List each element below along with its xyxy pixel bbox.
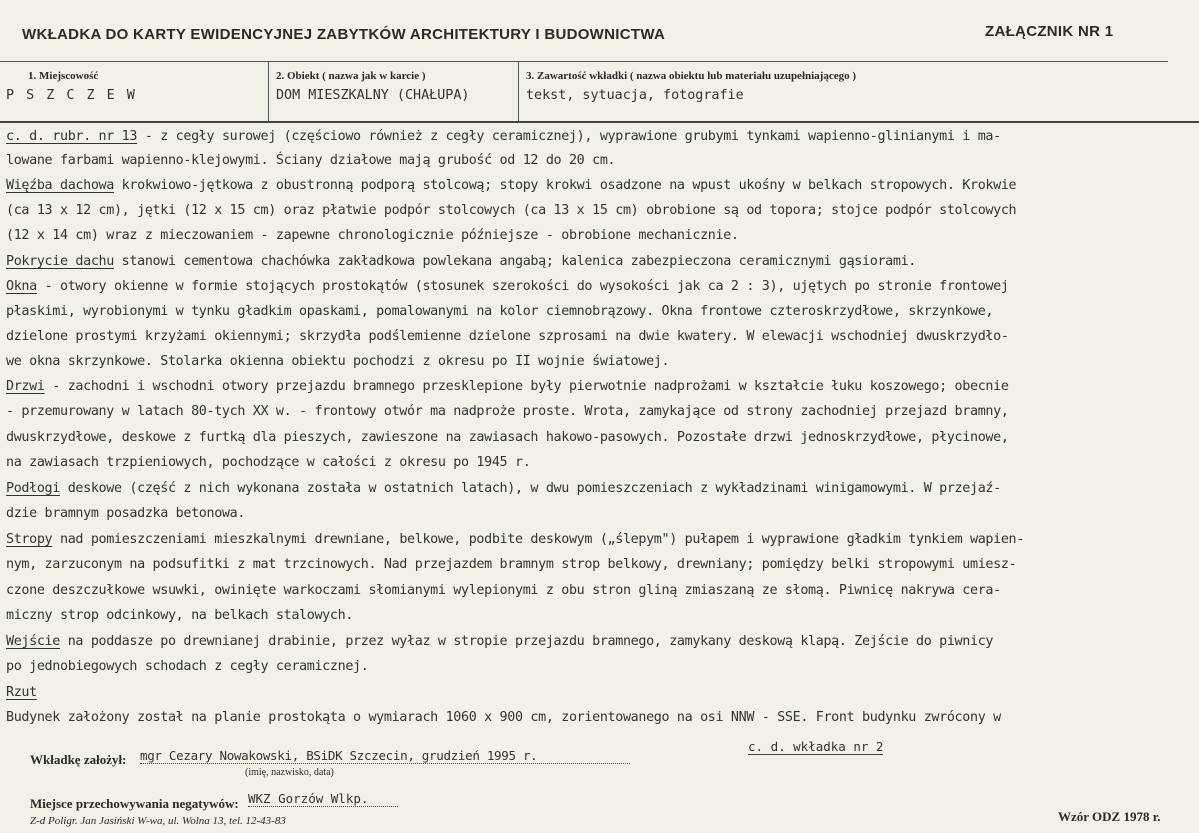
body-line: miczny strop odcinkowy, na belkach stalowych. <box>6 608 354 623</box>
fields-bottom-rule <box>0 121 1199 123</box>
section-heading: Rzut <box>6 685 37 700</box>
field-3-label: 3. Zawartość wkładki ( nazwa obiektu lub materiału uzupełniającego ) <box>526 70 857 82</box>
section-heading: Wejście <box>6 634 60 649</box>
negatives-value: WKZ Gorzów Wlkp. <box>248 791 398 807</box>
body-line: czone deszczułkowe wsuwki, owinięte warkoczami słomianymi wylepionymi z obu stron gliną zmiaszaną ze słomą. Piwnicę nakrywa cera- <box>6 583 1001 598</box>
field-2-value: DOM MIESZKALNY (CHAŁUPA) <box>276 88 470 103</box>
body-line: (12 x 14 cm) wraz z mieczowaniem - zapewne chronologicznie późniejsze - obrobione mechanicznie. <box>6 228 739 243</box>
body-line: Budynek założony został na planie prostokąta o wymiarach 1060 x 900 cm, zorientowanego na osi NNW - SSE. Front budynku zwrócony w <box>6 710 1001 725</box>
section-heading: Drzwi <box>6 379 45 394</box>
section-heading: Pokrycie dachu <box>6 254 114 269</box>
body-line <box>6 685 37 700</box>
author-label: Wkładkę założył: <box>30 752 127 767</box>
body-line: płaskimi, wyrobionymi w tynku gładkim opaskami, pomalowanymi na kolor ciemnobrązowy. Okna frontowe czteroskrzydłowe, skrzynkowe, <box>6 304 994 319</box>
body-line: dwuskrzydłowe, deskowe z furtką dla pieszych, zawieszone na zawiasach hakowo-pasowych. Pozostałe drzwi jednoskrzydłowe, płycinowe, <box>6 430 1009 445</box>
body-line: Więźba dachowa krokwiowo-jętkowa z obustronną podporą stolcową; stopy krokwi osadzone na wpust ukośny w belkach stropowych. Krokwie <box>6 178 1017 193</box>
body-line: Podłogi deskowe (część z nich wykonana została w ostatnich latach), w dwu pomieszczeniach z wykładzinami winigamowymi. W przejaź- <box>6 481 1001 496</box>
form-title: WKŁADKA DO KARTY EWIDENCYJNEJ ZABYTKÓW ARCHITEKTURY I BUDOWNICTWA <box>22 26 666 43</box>
section-heading: Okna <box>6 279 37 294</box>
body-line: (ca 13 x 12 cm), jętki (12 x 15 cm) oraz płatwie podpór stolcowych (ca 13 x 15 cm) obrobione są od topora; stojce podpór stolcowych <box>6 203 1017 218</box>
body-line: na zawiasach trzpieniowych, pochodzące w całości z okresu po 1945 r. <box>6 455 531 470</box>
section-heading: c. d. rubr. nr 13 <box>6 129 138 144</box>
body-line: we okna skrzynkowe. Stolarka okienna obiektu pochodzi z okresu po II wojnie światowej. <box>6 354 670 369</box>
body-line: Wejście na poddasze po drewnianej drabinie, przez wyłaz w stropie przejazdu bramnego, zamykany deskową klapą. Zejście do piwnicy <box>6 634 994 649</box>
author-hint: (imię, nazwisko, data) <box>245 767 334 778</box>
body-line: Stropy nad pomieszczeniami mieszkalnymi drewniane, belkowe, podbite deskowym („ślepym") pułapem i wyprawione gładkim tynkiem wapien- <box>6 532 1024 547</box>
body-line: lowane farbami wapienno-klejowymi. Ściany działowe mają grubość od 12 do 20 cm. <box>6 153 616 168</box>
field-1-value: P S Z C Z E W <box>6 88 137 103</box>
continuation-note: c. d. wkładka nr 2 <box>748 739 884 754</box>
body-line: dzie bramnym posadzka betonowa. <box>6 506 246 521</box>
author-value: mgr Cezary Nowakowski, BSiDK Szczecin, grudzień 1995 r. <box>140 748 630 764</box>
section-heading: Podłogi <box>6 481 60 496</box>
field-1-label: 1. Miejscowość <box>28 70 99 82</box>
body-line: Okna - otwory okienne w formie stojących prostokątów (stosunek szerokości do wysokości jak ca 2 : 3), ujętych po stronie frontowej <box>6 279 1009 294</box>
section-heading: Więźba dachowa <box>6 178 114 193</box>
body-line: po jednobiegowych schodach z cegły ceramicznej. <box>6 659 369 674</box>
body-line: nym, zarzuconym na podsufitki z mat trzcinowych. Nad przejazdem bramnym strop belkowy, drewniany; pomiędzy belki stropowymi umiesz- <box>6 557 1017 572</box>
section-heading: Stropy <box>6 532 53 547</box>
printer-imprint: Z-d Poligr. Jan Jasiński W-wa, ul. Wolna 13, tel. 12-43-83 <box>30 815 286 827</box>
top-rule <box>0 61 1168 62</box>
body-line: c. d. rubr. nr 13 - z cegły surowej (częściowo również z cegły ceramicznej), wyprawione grubymi tynkami wapienno-glinianymi i ma- <box>6 129 1001 144</box>
field-divider-1 <box>268 61 269 121</box>
field-divider-2 <box>518 61 519 121</box>
body-line: Drzwi - zachodni i wschodni otwory przejazdu bramnego przesklepione były pierwotnie nadprożami w kształcie łuku koszowego; obecnie <box>6 379 1009 394</box>
body-line: - przemurowany w latach 80-tych XX w. - frontowy otwór ma nadproże proste. Wrota, zamykające od strony zachodniej przejazd bramny, <box>6 404 1009 419</box>
form-model: Wzór ODZ 1978 r. <box>1058 809 1161 824</box>
negatives-label: Miejsce przechowywania negatywów: <box>30 796 239 811</box>
body-line: Pokrycie dachu stanowi cementowa chachówka zakładkowa powlekana angabą; kalenica zabezpieczona ceramicznymi gąsiorami. <box>6 254 917 269</box>
body-line: dzielone prostymi krzyżami okiennymi; skrzydła podślemienne dzielone szprosami na dwie kwatery. W elewacji wschodniej dwuskrzydło- <box>6 329 1009 344</box>
field-2-label: 2. Obiekt ( nazwa jak w karcie ) <box>276 70 426 82</box>
field-3-value: tekst, sytuacja, fotografie <box>526 88 744 103</box>
attachment-number: ZAŁĄCZNIK NR 1 <box>985 23 1114 40</box>
